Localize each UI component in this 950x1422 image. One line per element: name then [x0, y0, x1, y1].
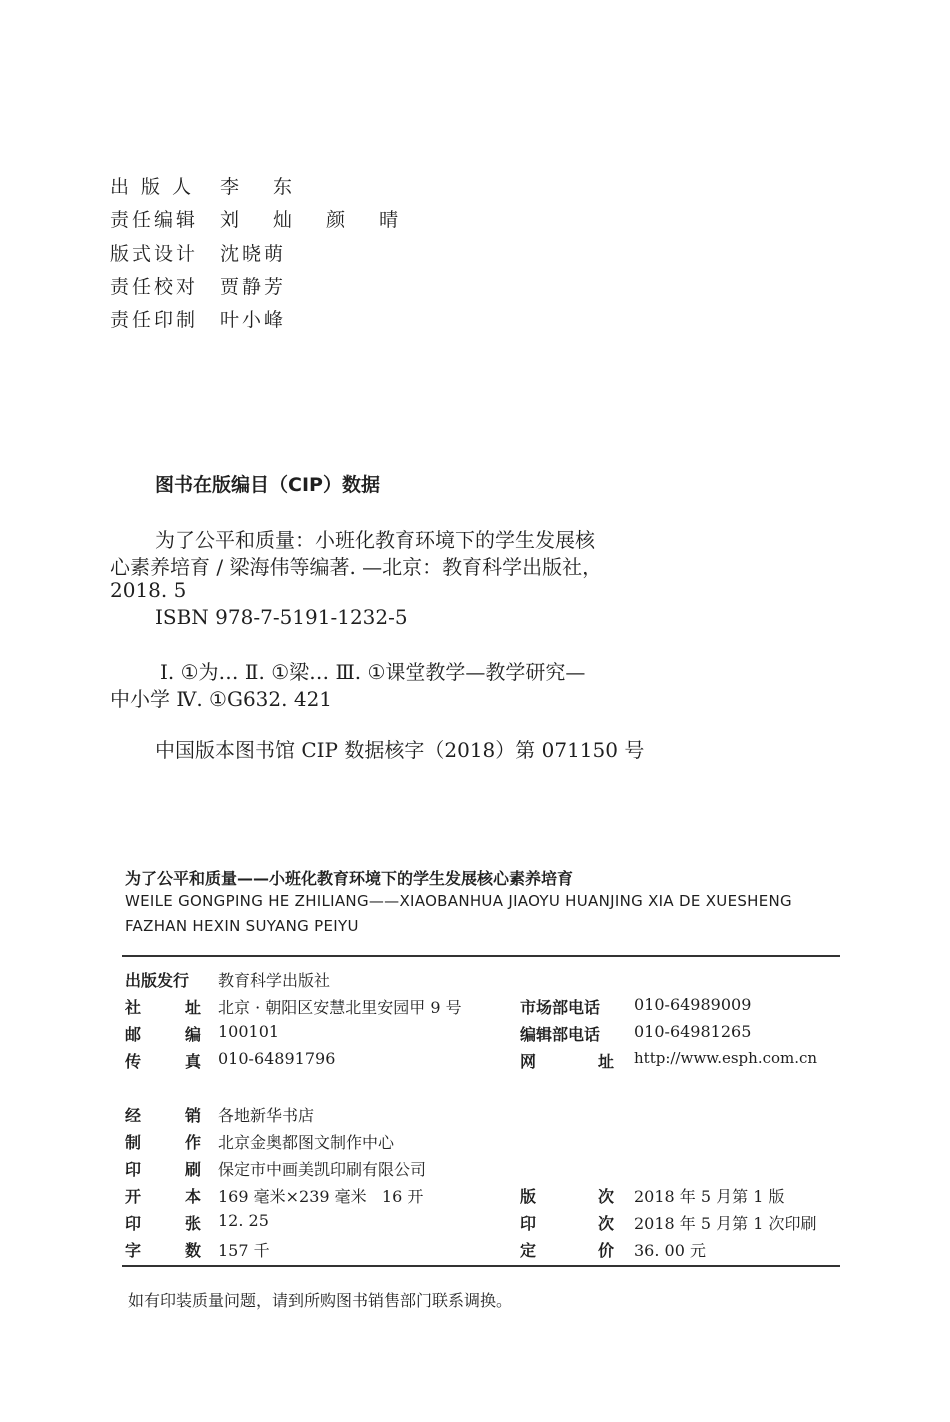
staff-label-publisher: 出版人 [110, 176, 204, 198]
cip-isbn: ISBN 978-7-5191-1232-5 [155, 605, 408, 629]
cip-classification-2: 中小学 Ⅳ. ①G632. 421 [110, 687, 333, 711]
edition-value: 2018 年 5 月第 1 版 [634, 1187, 785, 1206]
edit-phone-value: 010-64981265 [634, 1022, 752, 1041]
price-label: 定 价 [520, 1241, 614, 1260]
staff-value-proofreader: 贾静芳 [220, 276, 287, 298]
fax-label: 传 真 [125, 1052, 201, 1071]
printer-label: 印 刷 [125, 1160, 201, 1179]
producer-value: 北京金奥都图文制作中心 [218, 1133, 395, 1152]
sheets-value: 12. 25 [218, 1211, 269, 1230]
book-title-pinyin-1: WEILE GONGPING HE ZHILIANG——XIAOBANHUA JIAOYU HUANJING XIA DE XUESHENG [125, 892, 792, 910]
website-value: http://www.esph.com.cn [634, 1049, 818, 1067]
address-value: 北京 · 朝阳区安慧北里安园甲 9 号 [218, 998, 462, 1017]
issuer-label: 出版发行 [125, 971, 190, 990]
market-phone-label: 市场部电话 [520, 998, 601, 1017]
producer-label: 制 作 [125, 1133, 201, 1152]
quality-notice: 如有印装质量问题，请到所购图书销售部门联系调换。 [128, 1291, 513, 1310]
staff-label-designer: 版式设计 [110, 243, 199, 265]
cip-classification-1: Ⅰ. ①为… Ⅱ. ①梁… Ⅲ. ①课堂教学—教学研究— [160, 660, 586, 684]
word-count-value: 157 千 [218, 1241, 270, 1260]
edition-label: 版 次 [520, 1187, 614, 1206]
issuer-value: 教育科学出版社 [218, 971, 331, 990]
printer-value: 保定市中画美凯印刷有限公司 [218, 1160, 427, 1179]
distributor-label: 经 销 [125, 1106, 201, 1125]
postcode-value: 100101 [218, 1022, 280, 1041]
price-value: 36. 00 元 [634, 1241, 706, 1260]
cip-line-3: 2018. 5 [110, 578, 187, 602]
market-phone-value: 010-64989009 [634, 995, 752, 1014]
staff-label-print-manager: 责任印制 [110, 309, 199, 331]
cip-record-number: 中国版本图书馆 CIP 数据核字（2018）第 071150 号 [155, 738, 645, 762]
staff-value-editor: 刘 灿 颜 晴 [220, 209, 413, 231]
website-label: 网 址 [520, 1052, 614, 1071]
cip-line-2: 心素养培育 / 梁海伟等编著. —北京：教育科学出版社， [110, 555, 603, 579]
staff-label-proofreader: 责任校对 [110, 276, 199, 298]
top-rule [122, 955, 840, 957]
staff-value-publisher: 李 东 [220, 176, 307, 198]
printing-label: 印 次 [520, 1214, 614, 1233]
book-title-pinyin-2: FAZHAN HEXIN SUYANG PEIYU [125, 917, 359, 935]
printing-value: 2018 年 5 月第 1 次印刷 [634, 1214, 817, 1233]
staff-value-designer: 沈晓萌 [220, 243, 287, 265]
distributor-value: 各地新华书店 [218, 1106, 315, 1125]
postcode-label: 邮 编 [125, 1025, 201, 1044]
cip-heading: 图书在版编目（CIP）数据 [155, 474, 380, 496]
format-label: 开 本 [125, 1187, 201, 1206]
cip-line-1: 为了公平和质量：小班化教育环境下的学生发展核 [155, 528, 595, 552]
bottom-rule [122, 1265, 840, 1267]
staff-value-print-manager: 叶小峰 [220, 309, 287, 331]
format-value: 169 毫米×239 毫米 16 开 [218, 1187, 424, 1206]
staff-label-editor: 责任编辑 [110, 209, 199, 231]
fax-value: 010-64891796 [218, 1049, 336, 1068]
word-count-label: 字 数 [125, 1241, 201, 1260]
address-label: 社 址 [125, 998, 201, 1017]
edit-phone-label: 编辑部电话 [520, 1025, 601, 1044]
book-title: 为了公平和质量——小班化教育环境下的学生发展核心素养培育 [125, 869, 574, 888]
sheets-label: 印 张 [125, 1214, 201, 1233]
